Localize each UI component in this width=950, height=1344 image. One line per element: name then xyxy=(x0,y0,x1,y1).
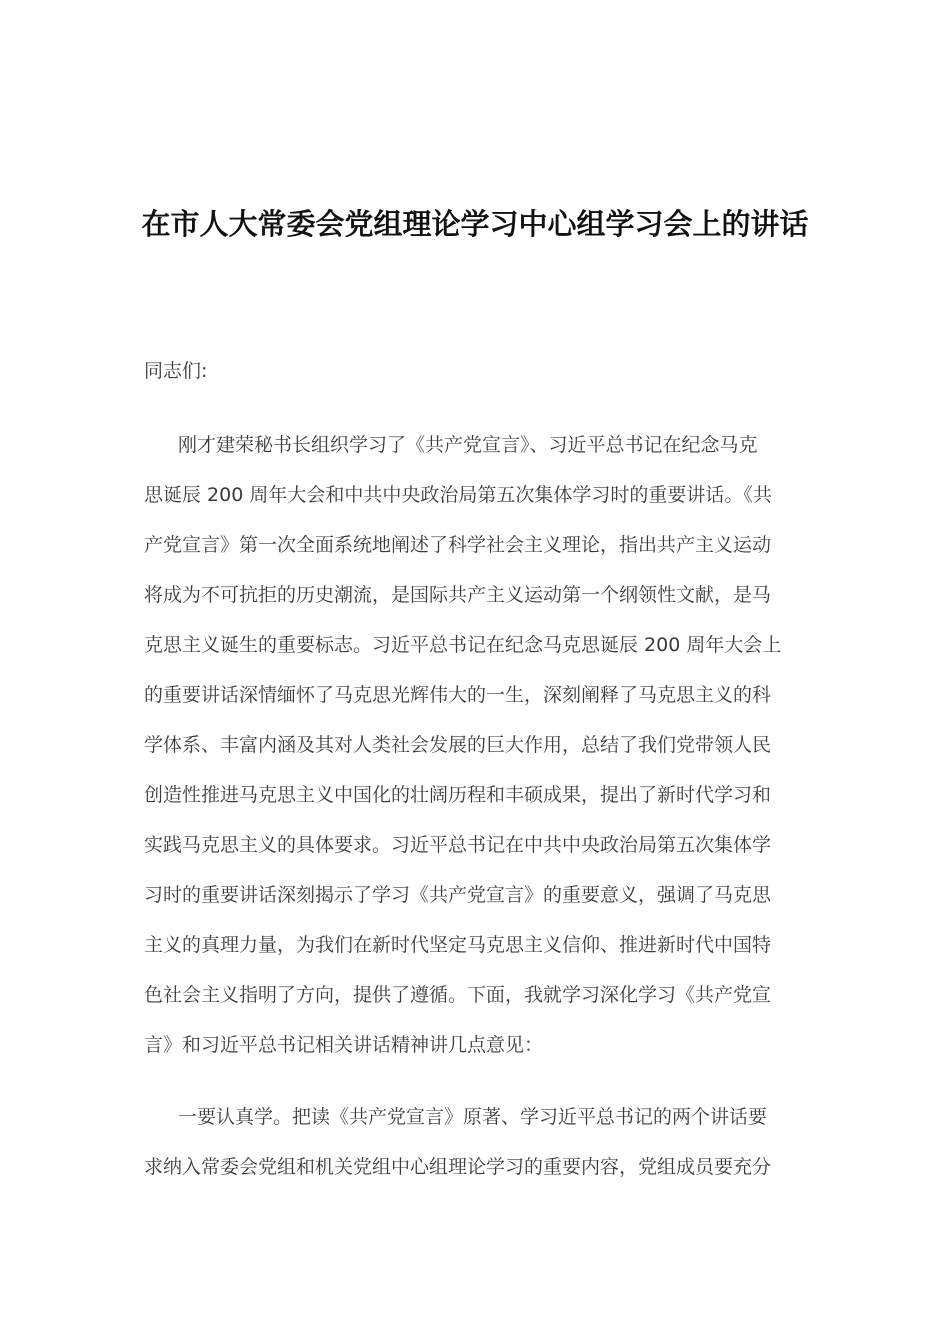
paragraph-line: 学体系、丰富内涵及其对人类社会发展的巨大作用，总结了我们党带领人民 xyxy=(144,734,772,756)
paragraph-line: 克思主义诞生的重要标志。习近平总书记在纪念马克思诞辰 200 周年大会上 xyxy=(144,634,782,656)
paragraph-line: 主义的真理力量，为我们在新时代坚定马克思主义信仰、推进新时代中国特 xyxy=(144,934,772,956)
salutation: 同志们: xyxy=(144,360,208,382)
paragraph-line: 创造性推进马克思主义中国化的壮阔历程和丰硕成果，提出了新时代学习和 xyxy=(144,784,772,806)
paragraph-line: 求纳入常委会党组和机关党组中心组理论学习的重要内容，党组成员要充分 xyxy=(144,1156,772,1178)
paragraph-line: 刚才建荣秘书长组织学习了《共产党宣言》、习近平总书记在纪念马克 xyxy=(178,434,758,456)
paragraph-line: 实践马克思主义的具体要求。习近平总书记在中共中央政治局第五次集体学 xyxy=(144,834,772,856)
paragraph-1 xyxy=(144,420,806,1070)
paragraph-line: 色社会主义指明了方向，提供了遵循。下面，我就学习深化学习《共产党宣 xyxy=(144,984,772,1006)
paragraph-2 xyxy=(144,1092,806,1192)
paragraph-line: 思诞辰 200 周年大会和中共中央政治局第五次集体学习时的重要讲话。《共 xyxy=(144,484,772,506)
paragraph-line: 习时的重要讲话深刻揭示了学习《共产党宣言》的重要意义，强调了马克思 xyxy=(144,884,772,906)
paragraph-line: 一要认真学。把读《共产党宣言》原著、学习近平总书记的两个讲话要 xyxy=(178,1106,768,1128)
paragraph-line: 的重要讲话深情缅怀了马克思光辉伟大的一生，深刻阐释了马克思主义的科 xyxy=(144,684,772,706)
paragraph-line: 将成为不可抗拒的历史潮流，是国际共产主义运动第一个纲领性文献，是马 xyxy=(144,584,772,606)
paragraph-line: 言》和习近平总书记相关讲话精神讲几点意见： xyxy=(144,1034,544,1056)
paragraph-line: 产党宣言》第一次全面系统地阐述了科学社会主义理论，指出共产主义运动 xyxy=(144,534,772,556)
document-title: 在市人大常委会党组理论学习中心组学习会上的讲话 xyxy=(141,207,809,241)
